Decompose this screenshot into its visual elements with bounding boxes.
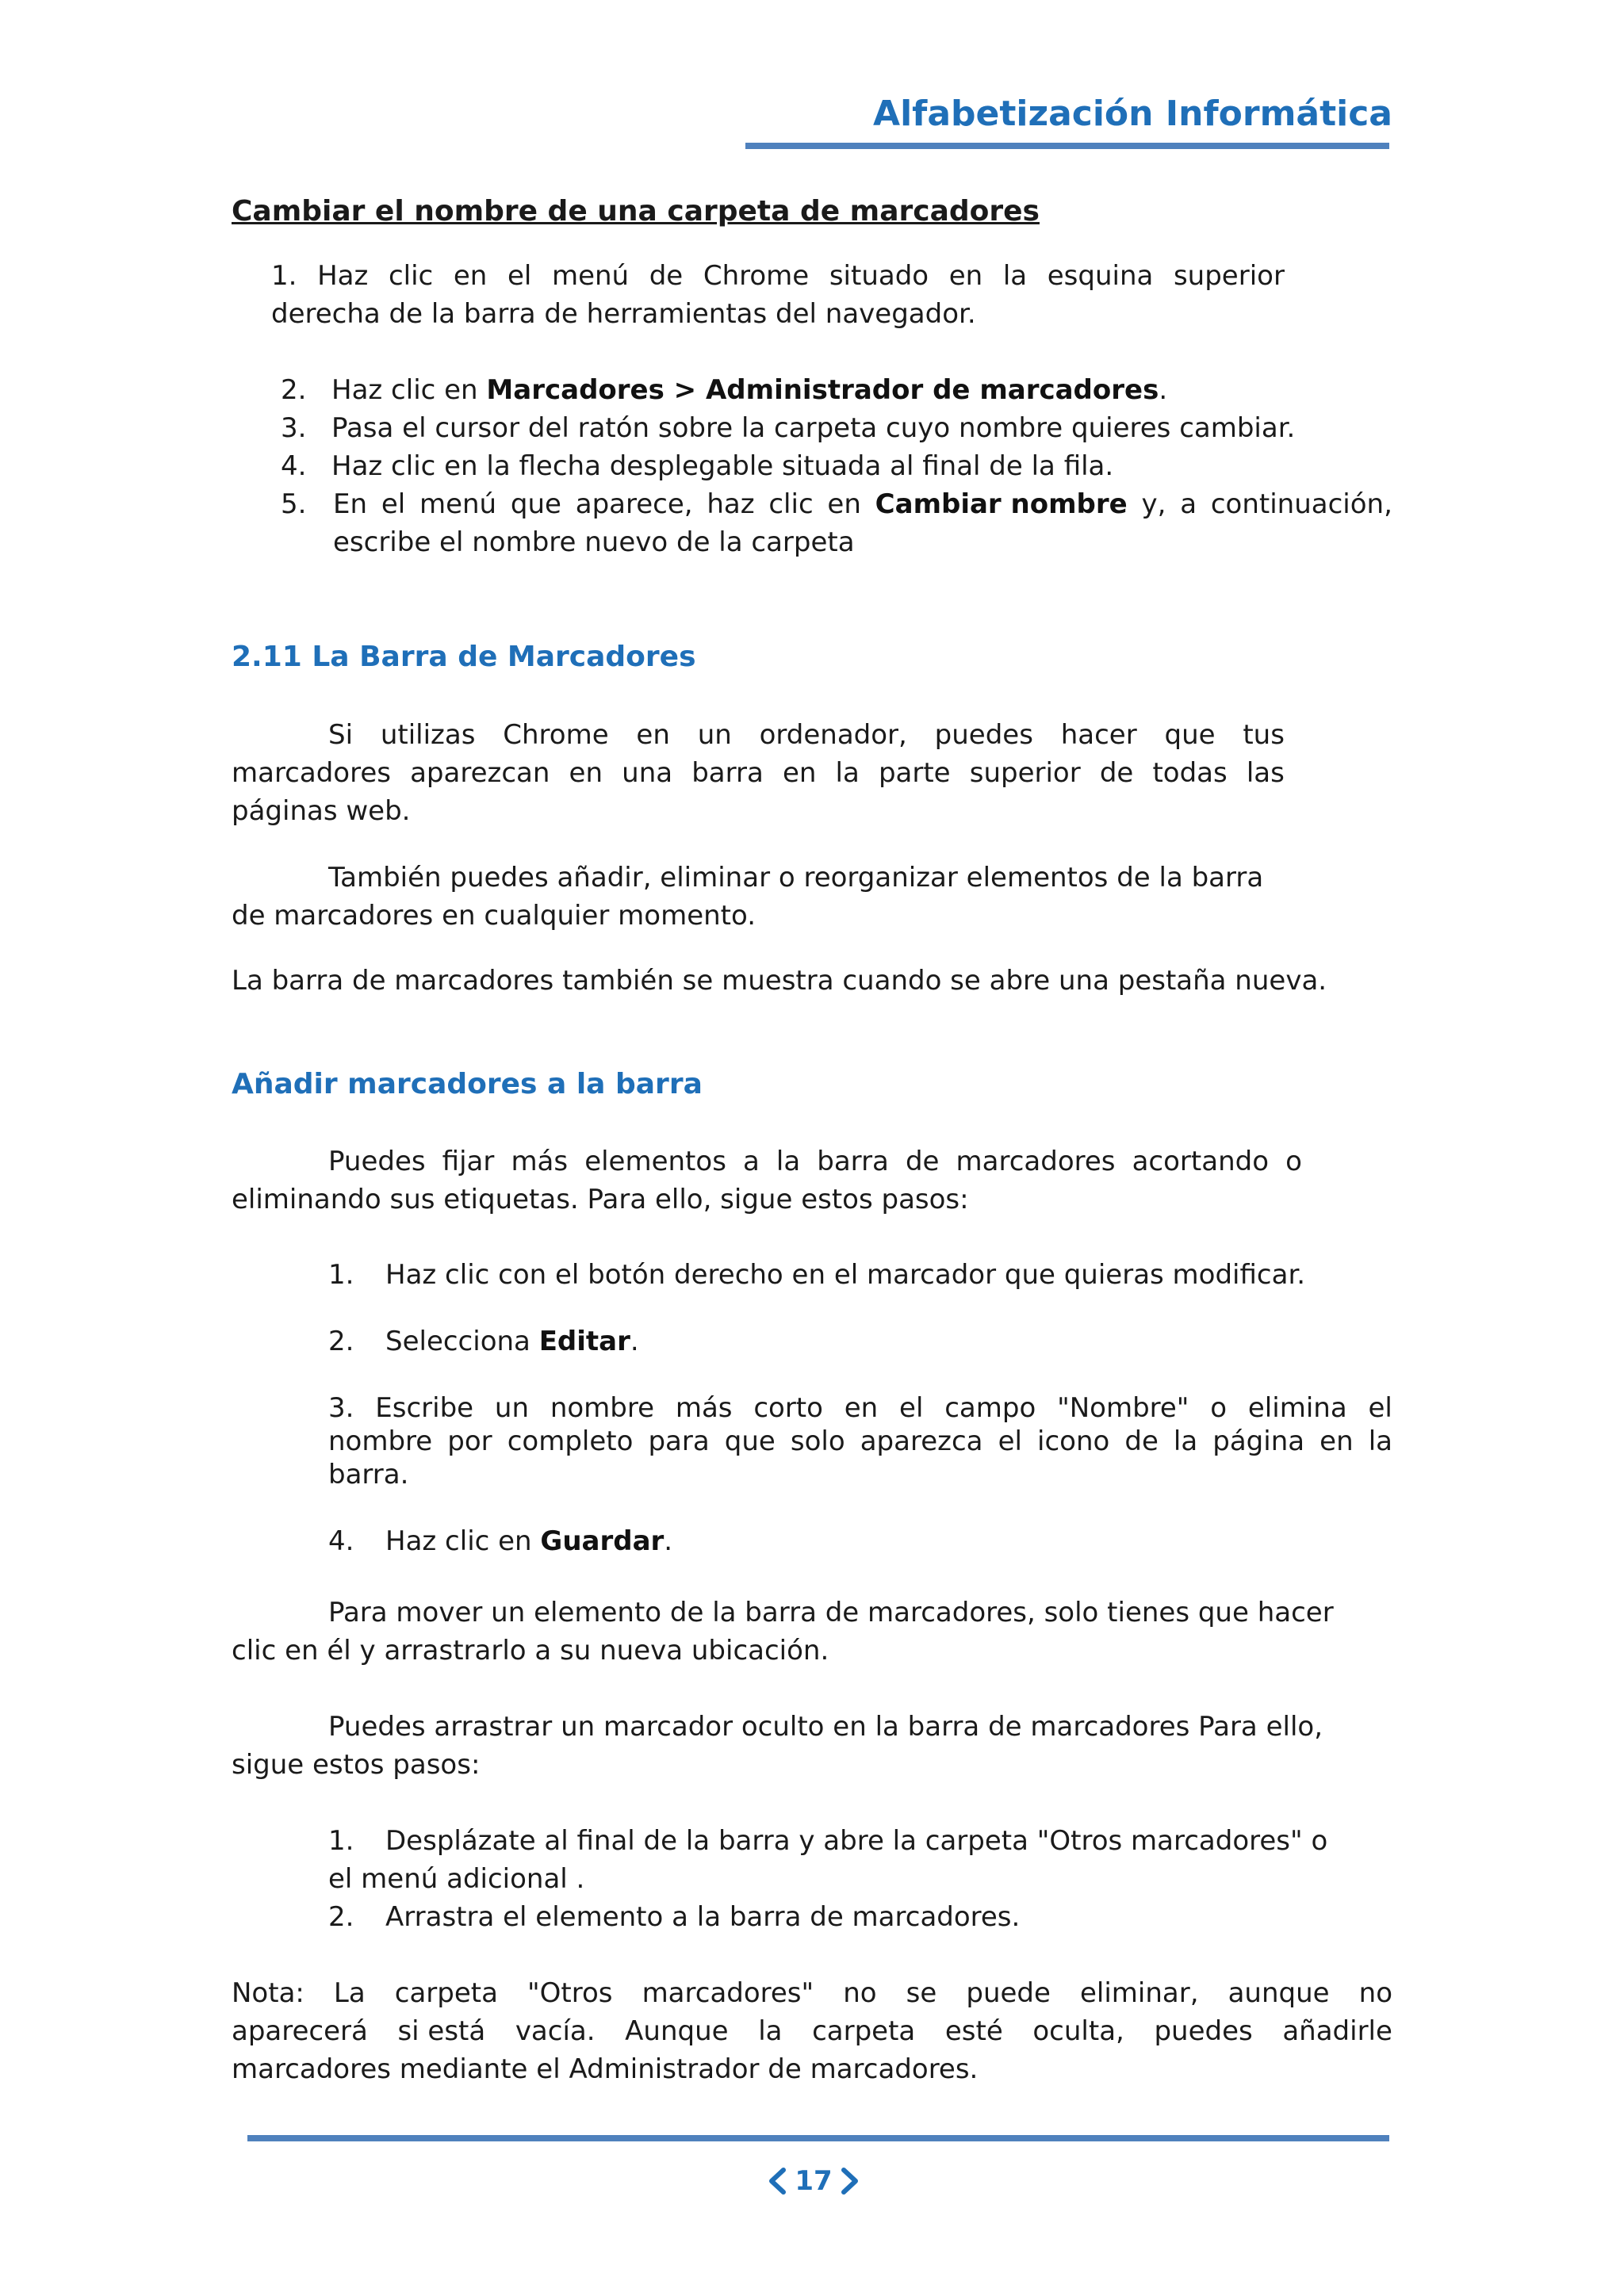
- word: nombre: [550, 1392, 655, 1424]
- rename-step-4: Haz clic en la flecha desplegable situada al final de la fila.: [331, 450, 1114, 482]
- drag-step-1-line-2: el menú adicional .: [328, 1863, 585, 1895]
- page-number-indicator: [761, 2163, 866, 2199]
- bookmarks-bar-paragraph-1-line-2: [232, 754, 1285, 792]
- word: solo: [790, 1425, 845, 1457]
- drag-step-1-line-1: Desplázate al final de la barra y abre la carpeta "Otros marcadores" o: [385, 1825, 1328, 1857]
- word: más: [511, 1146, 569, 1177]
- word: para: [648, 1425, 710, 1457]
- word: aparecerá: [232, 2015, 368, 2047]
- word: la: [835, 757, 860, 789]
- word: Nota:: [232, 1977, 304, 2009]
- word: tus: [1243, 719, 1285, 751]
- add-bookmarks-intro-line-2: eliminando sus etiquetas. Para ello, sigue estos pasos:: [232, 1184, 969, 1215]
- edit-step-3-line-3: barra.: [328, 1459, 409, 1490]
- header-divider: [745, 143, 1389, 149]
- edit-step-4-number: 4.: [328, 1525, 354, 1557]
- word: las: [1246, 757, 1285, 789]
- drag-step-1-number: 1.: [328, 1825, 354, 1857]
- word: esquina: [1047, 260, 1154, 292]
- footer-divider: [247, 2135, 1389, 2141]
- word: elimina: [1247, 1392, 1347, 1424]
- word: un: [697, 719, 732, 751]
- word: 1.: [271, 260, 297, 292]
- rename-step-2: Haz clic en Marcadores > Administrador de marcadores.: [331, 374, 1168, 406]
- word: completo: [507, 1425, 634, 1457]
- word: esté: [944, 2015, 1003, 2047]
- word: en: [844, 1392, 879, 1424]
- word: carpeta: [394, 1977, 498, 2009]
- word: por: [447, 1425, 492, 1457]
- word: puedes: [934, 719, 1033, 751]
- word: eliminar,: [1079, 1977, 1199, 2009]
- word: elementos: [584, 1146, 726, 1177]
- word: acortando: [1132, 1146, 1270, 1177]
- word: la: [1368, 1425, 1392, 1457]
- word: carpeta: [812, 2015, 916, 2047]
- move-paragraph-line-1: Para mover un elemento de la barra de marcadores, solo tienes que hacer: [328, 1597, 1334, 1628]
- word: de: [905, 1146, 940, 1177]
- word: a: [742, 1146, 760, 1177]
- word: vacía.: [515, 2015, 596, 2047]
- word: la: [1002, 260, 1028, 292]
- word: clic: [388, 260, 434, 292]
- rename-option-bold: Cambiar nombre: [875, 488, 1128, 520]
- word: campo: [944, 1392, 1036, 1424]
- drag-step-2: Arrastra el elemento a la barra de marcadores.: [385, 1901, 1021, 1933]
- menu-path-bold: Marcadores > Administrador de marcadores: [486, 374, 1159, 406]
- word: hacer: [1060, 719, 1137, 751]
- bookmarks-bar-paragraph-1-line-1: [328, 716, 1285, 754]
- rename-step-3-number: 3.: [281, 412, 307, 444]
- word: aunque: [1228, 1977, 1330, 2009]
- word: "Nombre": [1057, 1392, 1189, 1424]
- rename-step-2-number: 2.: [281, 374, 307, 406]
- rename-step-4-number: 4.: [281, 450, 307, 482]
- word: nombre: [328, 1425, 433, 1457]
- word: la: [1173, 1425, 1198, 1457]
- word: en: [948, 260, 983, 292]
- word: corto: [753, 1392, 823, 1424]
- word: puede: [966, 1977, 1051, 2009]
- word: Aunque: [625, 2015, 729, 2047]
- word: el: [507, 260, 532, 292]
- edit-step-2-number: 2.: [328, 1326, 354, 1357]
- rename-step-3: Pasa el cursor del ratón sobre la carpeta cuyo nombre quieres cambiar.: [331, 412, 1296, 444]
- word: Chrome: [703, 260, 810, 292]
- word: la: [776, 1146, 801, 1177]
- rename-step-5-line-2: escribe el nombre nuevo de la carpeta: [333, 526, 855, 558]
- chevron-left-icon: [768, 2168, 787, 2195]
- bookmarks-bar-paragraph-3: La barra de marcadores también se muestra cuando se abre una pestaña nueva.: [232, 965, 1327, 997]
- word: aparezcan: [410, 757, 550, 789]
- word: Escribe: [375, 1392, 474, 1424]
- word: "Otros: [527, 1977, 613, 2009]
- word: página: [1212, 1425, 1305, 1457]
- word: puedes: [1154, 2015, 1253, 2047]
- word: ordenador,: [759, 719, 907, 751]
- word: un: [494, 1392, 530, 1424]
- word: barra: [691, 757, 764, 789]
- word: fijar: [442, 1146, 495, 1177]
- word: en: [1320, 1425, 1354, 1457]
- word: la: [758, 2015, 783, 2047]
- section-heading-rename-folder: Cambiar el nombre de una carpeta de marcadores: [232, 195, 1040, 228]
- word: La: [333, 1977, 366, 2009]
- drag-step-2-number: 2.: [328, 1901, 354, 1933]
- word: superior: [969, 757, 1081, 789]
- word: o: [1210, 1392, 1228, 1424]
- word: superior: [1173, 260, 1285, 292]
- rename-step-1-line-1: [271, 257, 1285, 295]
- word: que: [724, 1425, 776, 1457]
- move-paragraph-line-2: clic en él y arrastrarlo a su nueva ubicación.: [232, 1635, 829, 1667]
- word: icono: [1037, 1425, 1110, 1457]
- edit-step-4: Haz clic en Guardar.: [385, 1525, 673, 1557]
- word: o: [1285, 1146, 1302, 1177]
- document-header-title: Alfabetización Informática: [873, 94, 1392, 134]
- word: aparezca: [860, 1425, 983, 1457]
- word: que: [1164, 719, 1216, 751]
- word: se: [906, 1977, 937, 2009]
- edit-step-2: Selecciona Editar.: [385, 1326, 639, 1357]
- word: si está: [397, 2015, 486, 2047]
- word: oculta,: [1032, 2015, 1124, 2047]
- word: de: [1099, 757, 1134, 789]
- word: Si: [328, 719, 354, 751]
- save-option-bold: Guardar: [540, 1525, 665, 1557]
- word: menú: [551, 260, 630, 292]
- word: marcadores: [232, 757, 391, 789]
- word: marcadores: [956, 1146, 1116, 1177]
- add-bookmarks-intro-line-1: [328, 1142, 1302, 1181]
- page-number: 17: [795, 2165, 833, 2197]
- rename-step-1-line-2: derecha de la barra de herramientas del navegador.: [271, 298, 976, 330]
- word: en: [453, 260, 488, 292]
- word: una: [622, 757, 673, 789]
- word: en: [782, 757, 817, 789]
- section-heading-add-bookmarks: Añadir marcadores a la barra: [232, 1068, 703, 1100]
- word: en: [569, 757, 603, 789]
- word: Chrome: [503, 719, 609, 751]
- word: marcadores": [642, 1977, 814, 2009]
- note-line-3: marcadores mediante el Administrador de marcadores.: [232, 2053, 979, 2085]
- word: todas: [1152, 757, 1228, 789]
- word: parte: [878, 757, 951, 789]
- bookmarks-bar-paragraph-2-line-1: También puedes añadir, eliminar o reorganizar elementos de la barra: [328, 862, 1264, 894]
- word: en: [636, 719, 670, 751]
- word: no: [1358, 1977, 1392, 2009]
- rename-step-5-line-1: En el menú que aparece, haz clic en Cambiar nombre y, a continuación,: [333, 485, 1392, 523]
- edit-option-bold: Editar: [538, 1326, 630, 1357]
- bookmarks-bar-paragraph-1-line-3: páginas web.: [232, 795, 411, 827]
- bookmarks-bar-paragraph-2-line-2: de marcadores en cualquier momento.: [232, 900, 756, 932]
- word: el: [1368, 1392, 1392, 1424]
- word: 3.: [328, 1392, 354, 1424]
- chevron-right-icon: [841, 2168, 860, 2195]
- word: Puedes: [328, 1146, 426, 1177]
- word: el: [899, 1392, 924, 1424]
- note-line-2: [232, 2012, 1392, 2050]
- drag-paragraph-line-1: Puedes arrastrar un marcador oculto en la barra de marcadores Para ello,: [328, 1711, 1323, 1743]
- edit-step-3-line-2: [328, 1422, 1392, 1460]
- word: más: [675, 1392, 733, 1424]
- word: no: [843, 1977, 877, 2009]
- word: situado: [829, 260, 929, 292]
- word: el: [998, 1425, 1022, 1457]
- rename-step-5-number: 5.: [281, 488, 307, 520]
- edit-step-1: Haz clic con el botón derecho en el marcador que quieras modificar.: [385, 1259, 1306, 1291]
- word: utilizas: [380, 719, 476, 751]
- edit-step-3-line-1: [328, 1389, 1392, 1427]
- word: barra: [817, 1146, 889, 1177]
- drag-paragraph-line-2: sigue estos pasos:: [232, 1749, 481, 1781]
- word: Haz: [317, 260, 369, 292]
- note-line-1: [232, 1974, 1392, 2012]
- section-heading-bookmarks-bar: 2.11 La Barra de Marcadores: [232, 641, 696, 673]
- word: añadirle: [1282, 2015, 1392, 2047]
- word: de: [1124, 1425, 1159, 1457]
- edit-step-1-number: 1.: [328, 1259, 354, 1291]
- word: de: [649, 260, 684, 292]
